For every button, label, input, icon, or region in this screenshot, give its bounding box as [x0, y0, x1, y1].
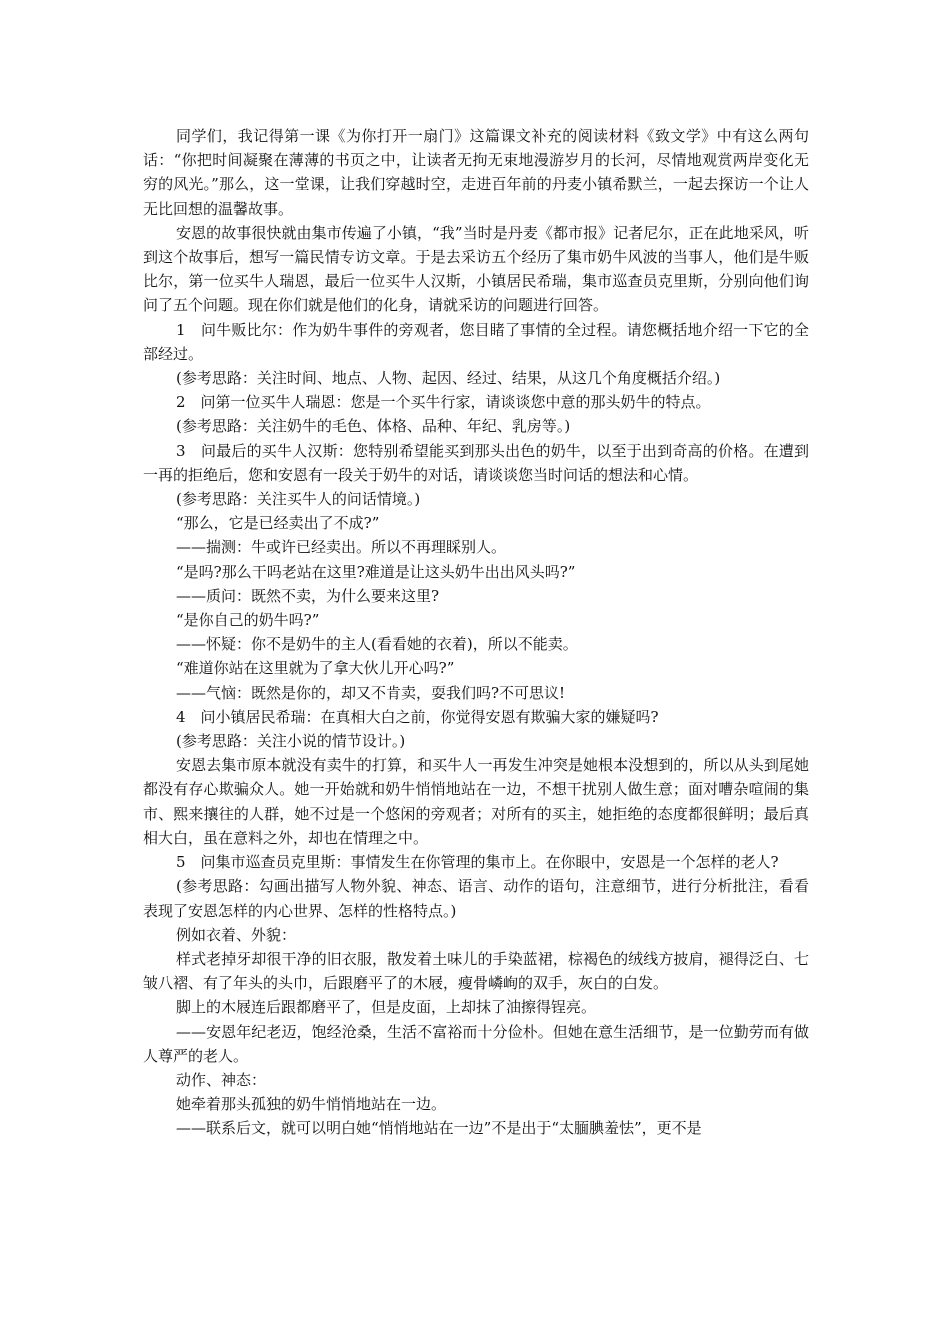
dialogue-line: “难道你站在这里就为了拿大伙儿开心吗?” [176, 659, 455, 678]
dialogue-line: “是吗?那么干吗老站在这里?难道是让这头奶牛出出风头吗?” [176, 562, 576, 581]
hint: (参考思路：勾画出描写人物外貌、神态、语言、动作的语句，注意细节，进行分析批注，看看表现了安恩怎样的内心世界、怎样的性格特点。) [143, 877, 809, 920]
dialogue-line: “是你自己的奶牛吗?” [176, 611, 320, 630]
hint: (参考思路：关注买牛人的问话情境。) [176, 490, 421, 509]
question-item: 4 问小镇居民希瑞：在真相大白之前，你觉得安恩有欺骗大家的嫌疑吗? [176, 707, 659, 726]
dialogue-note: ——气恼：既然是你的，却又不肯卖，耍我们吗?不可思议! [176, 683, 566, 702]
subheading: 动作、神态： [176, 1070, 267, 1089]
analysis-note: ——联系后文，就可以明白她“悄悄地站在一边”不是出于“太腼腆羞怯”，更不是 [176, 1119, 702, 1138]
paragraph: 脚上的木屐连后跟都磨平了，但是皮面，上却抹了油擦得锃亮。 [176, 998, 597, 1017]
document-page [143, 124, 809, 1141]
paragraph: 她牵着那头孤独的奶牛悄悄地站在一边。 [176, 1095, 447, 1114]
dialogue-line: “那么，它是已经卖出了不成?” [176, 514, 380, 533]
question-item: 1 问牛贩比尔：作为奶牛事件的旁观者，您目睹了事情的全过程。请您概括地介绍一下它的全部经过。 [143, 320, 809, 363]
paragraph: 样式老掉牙却很干净的旧衣服，散发着土味儿的手染蓝裙，棕褐色的绒线方披肩，褪得泛白、七皱八褶、有了年头的头巾，后跟磨平了的木屐，瘦骨嶙峋的双手，灰白的白发。 [143, 949, 809, 993]
paragraph: 同学们，我记得第一课《为你打开一扇门》这篇课文补充的阅读材料《致文学》中有这么两句话：“你把时间凝聚在薄薄的书页之中，让读者无拘无束地漫游岁月的长河，尽情地观赏两岸变化无穷的风光。”那么，这一堂课，让我们穿越时空，走进百年前的丹麦小镇希默兰，一起去探访一个让人无比回想的温馨故事。 [143, 127, 809, 218]
question-item: 2 问第一位买牛人瑞恩：您是一个买牛行家，请谈谈您中意的那头奶牛的特点。 [176, 393, 711, 412]
dialogue-note: ——怀疑：你不是奶牛的主人(看看她的衣着)，所以不能卖。 [176, 635, 578, 654]
question-item: 3 问最后的买牛人汉斯：您特别希望能买到那头出色的奶牛，以至于出到奇高的价格。在遭到一再的拒绝后，您和安恩有一段关于奶牛的对话，请谈谈您当时问话的想法和心情。 [143, 441, 809, 484]
hint: (参考思路：关注小说的情节设计。) [176, 732, 406, 751]
paragraph: 安恩去集市原本就没有卖牛的打算，和买牛人一再发生冲突是她根本没想到的，所以从头到尾她都没有存心欺骗众人。她一开始就和奶牛悄悄地站在一边，不想干扰别人做生意；面对嘈杂喧闹的集市、熙来攘往的人群，她不过是一个悠闲的旁观者；对所有的买主，她拒绝的态度都很鲜明；最后真相大白，虽在意料之外，却也在情理之中。 [143, 756, 809, 847]
hint: (参考思路：关注时间、地点、人物、起因、经过、结果，从这几个角度概括介绍。) [176, 369, 721, 388]
question-item: 5 问集市巡查员克里斯：事情发生在你管理的集市上。在你眼中，安恩是一个怎样的老人? [176, 853, 779, 872]
subheading: 例如衣着、外貌： [176, 925, 297, 944]
analysis-note: ——安恩年纪老迈，饱经沧桑，生活不富裕而十分俭朴。但她在意生活细节，是一位勤劳而有做人尊严的老人。 [143, 1022, 809, 1065]
dialogue-note: ——质问：既然不卖，为什么要来这里? [176, 586, 440, 605]
paragraph: 安恩的故事很快就由集市传遍了小镇，“我”当时是丹麦《都市报》记者尼尔，正在此地采风，听到这个故事后，想写一篇民情专访文章。于是去采访五个经历了集市奶牛风波的当事人，他们是牛贩比尔，第一位买牛人瑞恩，最后一位买牛人汉斯，小镇居民希瑞，集市巡查员克里斯，分别向他们询问了五个问题。现在你们就是他们的化身，请就采访的问题进行回答。 [143, 223, 809, 315]
hint: (参考思路：关注奶牛的毛色、体格、品种、年纪、乳房等。) [176, 417, 571, 436]
dialogue-note: ——揣测：牛或许已经卖出。所以不再理睬别人。 [176, 538, 507, 557]
